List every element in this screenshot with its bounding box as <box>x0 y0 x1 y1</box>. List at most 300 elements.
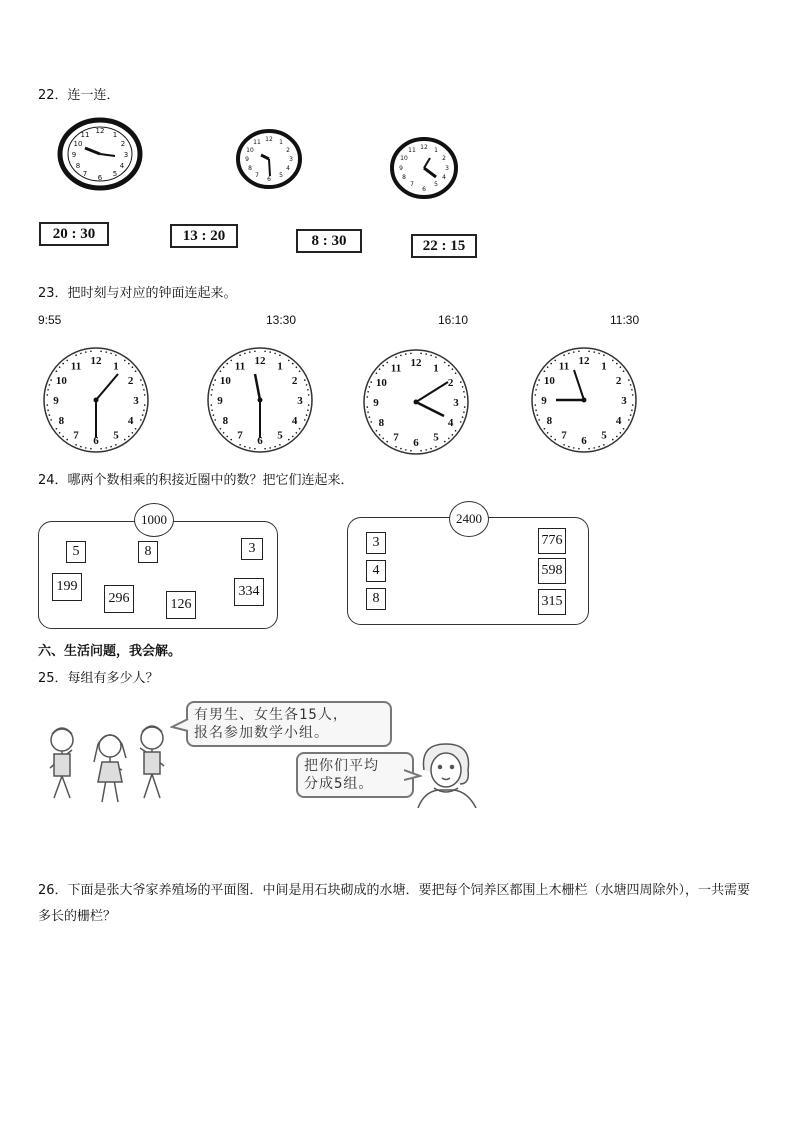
minute-tick <box>367 406 369 408</box>
svg-text:1: 1 <box>434 147 438 154</box>
dial-number: 11 <box>390 362 402 375</box>
minute-tick <box>132 366 134 368</box>
minute-tick <box>239 354 241 356</box>
time-label: 16:10 <box>438 313 469 327</box>
dial-number: 2 <box>447 377 454 389</box>
number-box: 296 <box>104 585 134 613</box>
minute-tick <box>307 409 309 411</box>
minute-tick <box>308 404 310 406</box>
minute-tick <box>573 351 575 353</box>
dial-number: 9 <box>541 395 547 407</box>
target-circle: 1000 <box>134 503 174 537</box>
time-label: 13:30 <box>266 313 297 327</box>
minute-tick <box>628 379 630 381</box>
minute-tick <box>420 450 422 452</box>
dial-number: 5 <box>433 431 439 444</box>
dial-number: 12 <box>578 355 590 367</box>
dial-number: 1 <box>433 362 439 375</box>
minute-tick <box>623 370 625 372</box>
minute-tick <box>306 414 308 416</box>
minute-tick <box>538 419 540 421</box>
svg-text:8: 8 <box>248 165 252 172</box>
dial-number: 1 <box>113 360 119 373</box>
svg-text:1: 1 <box>112 131 118 139</box>
minute-tick <box>249 447 251 449</box>
minute-tick <box>90 351 92 353</box>
minute-tick <box>603 444 605 446</box>
dial-number: 9 <box>217 395 223 407</box>
minute-tick <box>128 363 130 365</box>
minute-tick <box>386 362 388 364</box>
minute-tick <box>230 360 232 362</box>
bubble-line: 分成5组。 <box>304 776 374 792</box>
minute-tick <box>213 414 215 416</box>
digital-time-box: 20 : 30 <box>39 222 109 246</box>
minute-tick <box>367 391 369 393</box>
minute-tick <box>547 366 549 368</box>
q25-label: 25．每组有多少人？ <box>38 671 159 686</box>
minute-tick <box>254 351 256 353</box>
minute-tick <box>142 384 144 386</box>
minute-tick <box>299 428 301 430</box>
minute-tick <box>620 366 622 368</box>
minute-tick <box>304 379 306 381</box>
svg-text:12: 12 <box>420 144 428 151</box>
minute-tick <box>537 414 539 416</box>
dial-number: 6 <box>413 437 419 449</box>
dial-number: 8 <box>378 417 385 429</box>
minute-tick <box>367 411 369 413</box>
dial-number: 11 <box>70 360 82 373</box>
minute-tick <box>563 354 565 356</box>
clock-face <box>530 346 638 454</box>
minute-tick <box>376 430 378 432</box>
minute-tick <box>135 370 137 372</box>
minute-tick <box>612 439 614 441</box>
minute-tick <box>307 389 309 391</box>
minute-tick <box>550 436 552 438</box>
minute-tick <box>244 446 246 448</box>
svg-text:10: 10 <box>400 155 408 162</box>
dial-number: 1 <box>601 360 607 373</box>
section-title: 六、生活问题，我会解。 <box>38 644 182 659</box>
svg-text:10: 10 <box>73 140 83 148</box>
dial-number: 5 <box>277 429 283 442</box>
minute-tick <box>142 414 144 416</box>
digital-time-box: 22 : 15 <box>411 234 477 258</box>
minute-tick <box>405 353 407 355</box>
minute-tick <box>211 404 213 406</box>
minute-tick <box>598 446 600 448</box>
minute-tick <box>603 354 605 356</box>
dial-number: 9 <box>373 397 379 409</box>
dial-number: 5 <box>113 429 119 442</box>
svg-text:9: 9 <box>245 156 249 163</box>
svg-text:5: 5 <box>112 170 118 178</box>
minute-tick <box>124 439 126 441</box>
minute-tick <box>274 353 276 355</box>
minute-tick <box>223 432 225 434</box>
minute-tick <box>62 363 64 365</box>
minute-tick <box>47 394 49 396</box>
dial-number: 8 <box>222 415 229 427</box>
minute-tick <box>115 354 117 356</box>
minute-tick <box>448 438 450 440</box>
minute-tick <box>538 379 540 381</box>
number-box: 315 <box>538 589 566 615</box>
minute-tick <box>213 384 215 386</box>
minute-tick <box>369 386 371 388</box>
minute-tick <box>631 389 633 391</box>
dial-number: 7 <box>561 429 567 442</box>
minute-tick <box>425 353 427 355</box>
minute-tick <box>400 355 402 357</box>
number-box: 126 <box>166 591 196 619</box>
minute-tick <box>214 379 216 381</box>
dial-number: 2 <box>615 375 622 387</box>
minute-tick <box>616 436 618 438</box>
minute-tick <box>578 351 580 353</box>
svg-text:5: 5 <box>434 181 438 188</box>
number-box: 4 <box>366 560 386 582</box>
minute-tick <box>66 439 68 441</box>
minute-tick <box>239 444 241 446</box>
minute-tick <box>405 449 407 451</box>
minute-tick <box>90 448 92 450</box>
minute-tick <box>135 428 137 430</box>
minute-tick <box>214 419 216 421</box>
minute-tick <box>455 372 457 374</box>
bubble-line: 把你们平均 <box>304 758 379 774</box>
minute-tick <box>269 351 271 353</box>
minute-tick <box>100 448 102 450</box>
minute-tick <box>66 360 68 362</box>
minute-tick <box>306 384 308 386</box>
minute-tick <box>85 351 87 353</box>
number-box: 5 <box>66 541 86 563</box>
clock-face <box>362 348 470 456</box>
minute-tick <box>230 439 232 441</box>
minute-tick <box>568 446 570 448</box>
dial-number: 6 <box>257 435 263 447</box>
dial-number: 4 <box>127 415 134 427</box>
minute-tick <box>132 432 134 434</box>
minute-tick <box>448 365 450 367</box>
dial-number: 10 <box>543 375 555 387</box>
minute-tick <box>50 419 52 421</box>
minute-tick <box>56 428 58 430</box>
minute-tick <box>369 416 371 418</box>
dial-number: 2 <box>127 375 134 387</box>
minute-tick <box>304 419 306 421</box>
clock-icon <box>388 136 460 200</box>
clock-icon <box>234 128 304 190</box>
svg-text:2: 2 <box>442 155 446 162</box>
dial-number: 8 <box>58 415 65 427</box>
time-label: 11:30 <box>610 313 640 327</box>
minute-tick <box>223 366 225 368</box>
minute-tick <box>279 444 281 446</box>
minute-tick <box>370 421 372 423</box>
svg-text:6: 6 <box>422 186 426 193</box>
minute-tick <box>376 372 378 374</box>
minute-tick <box>62 436 64 438</box>
minute-tick <box>59 432 61 434</box>
minute-tick <box>264 448 266 450</box>
svg-text:6: 6 <box>97 174 103 182</box>
minute-tick <box>75 354 77 356</box>
minute-tick <box>140 419 142 421</box>
minute-tick <box>254 448 256 450</box>
dial-number: 12 <box>410 357 422 369</box>
minute-tick <box>435 446 437 448</box>
minute-tick <box>244 353 246 355</box>
dial-number: 2 <box>291 375 298 387</box>
svg-text:5: 5 <box>279 172 283 179</box>
minute-tick <box>143 389 145 391</box>
q22-label: 22．连一连． <box>38 88 120 103</box>
dial-number: 10 <box>375 377 387 389</box>
minute-tick <box>264 351 266 353</box>
minute-tick <box>535 409 537 411</box>
minute-tick <box>550 363 552 365</box>
minute-tick <box>588 448 590 450</box>
svg-text:6: 6 <box>267 176 271 183</box>
minute-tick <box>105 351 107 353</box>
minute-tick <box>460 381 462 383</box>
minute-tick <box>632 394 634 396</box>
minute-tick <box>279 354 281 356</box>
target-circle: 2400 <box>449 501 489 537</box>
minute-tick <box>296 366 298 368</box>
dial-number: 11 <box>558 360 570 373</box>
minute-tick <box>299 370 301 372</box>
minute-tick <box>612 360 614 362</box>
minute-tick <box>568 353 570 355</box>
svg-text:4: 4 <box>286 165 290 172</box>
minute-tick <box>462 386 464 388</box>
minute-tick <box>49 414 51 416</box>
minute-tick <box>395 356 397 358</box>
svg-text:7: 7 <box>410 181 414 188</box>
minute-tick <box>616 363 618 365</box>
minute-tick <box>578 448 580 450</box>
digital-time-box: 8 : 30 <box>296 229 362 253</box>
minute-tick <box>554 360 556 362</box>
minute-tick <box>631 409 633 411</box>
minute-tick <box>292 363 294 365</box>
minute-tick <box>430 448 432 450</box>
minute-tick <box>430 355 432 357</box>
bubble-line: 有男生、女生各15人， <box>194 707 348 723</box>
minute-tick <box>623 428 625 430</box>
minute-tick <box>226 363 228 365</box>
minute-tick <box>464 396 466 398</box>
dial-number: 12 <box>90 355 102 367</box>
minute-tick <box>100 351 102 353</box>
svg-text:11: 11 <box>408 147 416 154</box>
minute-tick <box>370 381 372 383</box>
minute-tick <box>463 391 465 393</box>
minute-tick <box>110 353 112 355</box>
minute-tick <box>630 384 632 386</box>
minute-tick <box>420 353 422 355</box>
minute-tick <box>452 434 454 436</box>
svg-text:11: 11 <box>253 139 261 146</box>
minute-tick <box>143 409 145 411</box>
minute-tick <box>47 389 49 391</box>
number-box: 8 <box>138 541 158 563</box>
minute-tick <box>544 428 546 430</box>
dial-number: 3 <box>297 395 303 407</box>
minute-tick <box>554 439 556 441</box>
minute-tick <box>308 394 310 396</box>
number-box: 334 <box>234 578 264 606</box>
dial-number: 7 <box>237 429 243 442</box>
minute-tick <box>444 362 446 364</box>
dial-number: 4 <box>291 415 298 427</box>
dial-number: 7 <box>393 431 399 444</box>
dial-number: 10 <box>55 375 67 387</box>
minute-tick <box>296 432 298 434</box>
minute-tick <box>288 360 290 362</box>
dial-number: 3 <box>133 395 139 407</box>
minute-tick <box>379 434 381 436</box>
minute-tick <box>144 394 146 396</box>
clock-icon <box>55 116 145 192</box>
dial-number: 4 <box>615 415 622 427</box>
minute-tick <box>630 414 632 416</box>
minute-tick <box>144 404 146 406</box>
minute-tick <box>85 447 87 449</box>
minute-tick <box>110 446 112 448</box>
minute-tick <box>455 430 457 432</box>
teacher-illustration <box>414 740 480 808</box>
minute-tick <box>49 384 51 386</box>
minute-tick <box>367 396 369 398</box>
minute-tick <box>547 432 549 434</box>
svg-text:12: 12 <box>95 127 105 135</box>
minute-tick <box>59 366 61 368</box>
minute-tick <box>56 370 58 372</box>
minute-tick <box>211 394 213 396</box>
speech-bubble <box>186 701 392 747</box>
minute-tick <box>460 421 462 423</box>
minute-tick <box>535 404 537 406</box>
minute-tick <box>211 389 213 391</box>
number-box: 598 <box>538 558 566 584</box>
bubble-pointer <box>170 715 190 735</box>
children-illustration <box>40 718 175 808</box>
minute-tick <box>226 436 228 438</box>
svg-text:9: 9 <box>71 151 77 159</box>
q23-label: 23．把时刻与对应的钟面连起来。 <box>38 286 237 301</box>
svg-text:7: 7 <box>255 172 259 179</box>
minute-tick <box>140 379 142 381</box>
minute-tick <box>292 436 294 438</box>
svg-text:4: 4 <box>119 162 125 170</box>
dial-number: 6 <box>93 435 99 447</box>
minute-tick <box>400 448 402 450</box>
minute-tick <box>382 365 384 367</box>
dial-number: 11 <box>234 360 246 373</box>
time-label: 9:55 <box>38 313 62 327</box>
svg-text:3: 3 <box>123 151 129 159</box>
svg-text:4: 4 <box>442 174 446 181</box>
minute-tick <box>220 428 222 430</box>
dial-number: 6 <box>581 435 587 447</box>
minute-tick <box>444 441 446 443</box>
clock-face <box>42 346 150 454</box>
dial-number: 12 <box>254 355 266 367</box>
number-box: 776 <box>538 528 566 554</box>
minute-tick <box>382 438 384 440</box>
minute-tick <box>425 449 427 451</box>
svg-text:8: 8 <box>75 162 81 170</box>
minute-tick <box>105 447 107 449</box>
minute-tick <box>80 353 82 355</box>
minute-tick <box>47 404 49 406</box>
minute-tick <box>269 447 271 449</box>
svg-text:2: 2 <box>286 147 290 154</box>
minute-tick <box>115 444 117 446</box>
minute-tick <box>128 436 130 438</box>
number-box: 8 <box>366 588 386 610</box>
svg-text:3: 3 <box>289 156 293 163</box>
minute-tick <box>593 351 595 353</box>
dial-number: 1 <box>277 360 283 373</box>
minute-tick <box>593 447 595 449</box>
bubble-line: 报名参加数学小组。 <box>194 725 329 741</box>
svg-text:7: 7 <box>82 170 88 178</box>
number-box: 199 <box>52 573 82 601</box>
minute-tick <box>379 368 381 370</box>
q26-label: 26．下面是张大爷家养殖场的平面图．中间是用石块砌成的水塘．要把每个饲养区都围上木栅栏（水塘四周除外），一共需要多长的栅栏？ <box>38 883 751 924</box>
minute-tick <box>463 411 465 413</box>
minute-tick <box>620 432 622 434</box>
dial-number: 9 <box>53 395 59 407</box>
svg-text:1: 1 <box>279 139 283 146</box>
minute-tick <box>249 351 251 353</box>
svg-text:9: 9 <box>399 165 403 172</box>
q24-label: 24．哪两个数相乘的积接近圈中的数？把它们连起来． <box>38 473 354 488</box>
minute-tick <box>80 446 82 448</box>
minute-tick <box>598 353 600 355</box>
minute-tick <box>274 446 276 448</box>
minute-tick <box>220 370 222 372</box>
minute-tick <box>75 444 77 446</box>
dial-number: 3 <box>453 397 459 409</box>
minute-tick <box>452 368 454 370</box>
minute-tick <box>47 409 49 411</box>
minute-tick <box>288 439 290 441</box>
number-box: 3 <box>366 532 386 554</box>
dial-number: 4 <box>447 417 454 429</box>
dial-number: 10 <box>219 375 231 387</box>
minute-tick <box>435 356 437 358</box>
dial-number: 7 <box>73 429 79 442</box>
minute-tick <box>632 404 634 406</box>
minute-tick <box>588 351 590 353</box>
svg-text:2: 2 <box>120 140 126 148</box>
minute-tick <box>535 394 537 396</box>
minute-tick <box>462 416 464 418</box>
minute-tick <box>50 379 52 381</box>
minute-tick <box>410 450 412 452</box>
svg-text:8: 8 <box>402 174 406 181</box>
minute-tick <box>628 419 630 421</box>
minute-tick <box>573 447 575 449</box>
